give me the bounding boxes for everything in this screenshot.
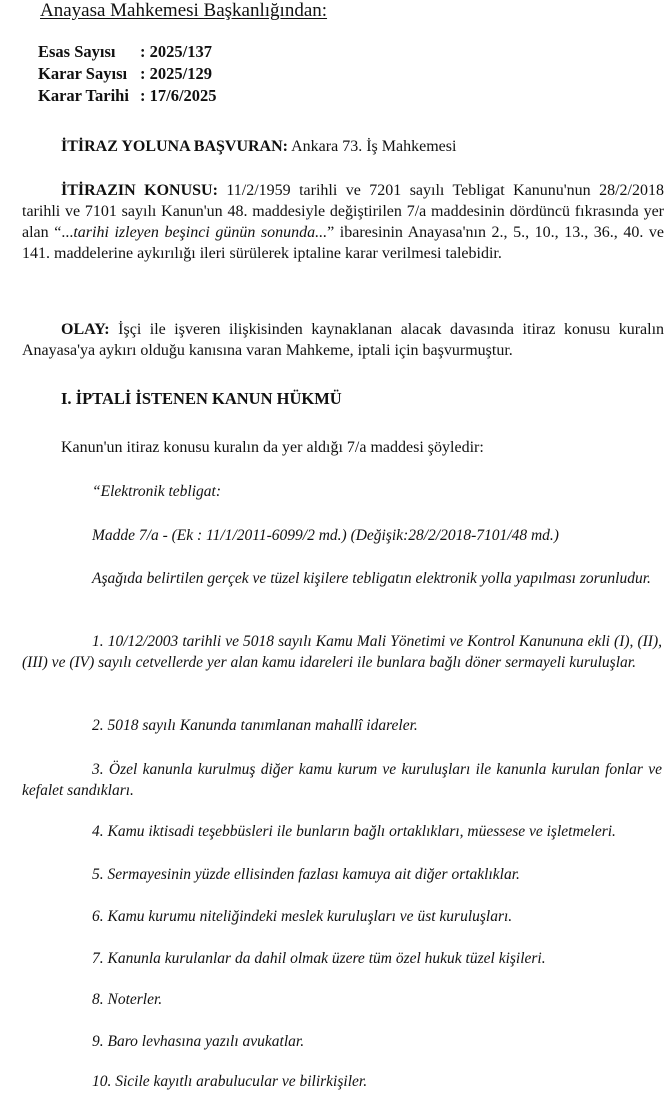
applicant-text: Ankara 73. İş Mahkemesi	[291, 138, 457, 155]
law-item-5: 5. Sermayesinin yüzde ellisinden fazlası kamuya ait diğer ortaklıklar.	[92, 866, 520, 883]
law-preamble	[22, 568, 662, 589]
subject-text: 11/2/1959 tarihli ve 7201 sayılı Tebligat Kanunu'nun 28/2/2018 tarihli ve 7101 sayılı Kanun'un 48. maddesiyle değiştirilen 7/a maddesinin dördüncü fıkrasında yer alan “...	[22, 182, 665, 241]
case-number-value: : 2025/137	[140, 42, 212, 61]
event-paragraph	[22, 319, 664, 361]
law-item-1	[22, 631, 662, 673]
law-item-text: 1. 10/12/2003 tarihli ve 5018 sayılı Kamu Mali Yönetimi ve Kontrol Kanununa ekli (I), (II), (III) ve (IV) sayılı cetvellerde yer alan kamu idareleri ile bunlara bağlı döner sermayeli kuruluşlar.	[22, 633, 662, 671]
law-item-8: 8. Noterler.	[92, 991, 163, 1008]
law-item-2: 2. 5018 sayılı Kanunda tanımlanan mahallî idareler.	[92, 717, 418, 734]
applicant-line	[61, 138, 456, 156]
law-preamble-text: Aşağıda belirtilen gerçek ve tüzel kişilere tebligatın elektronik yolla yapılması zorunludur.	[92, 570, 651, 587]
law-item-7: 7. Kanunla kurulanlar da dahil olmak üzere tüm özel hukuk tüzel kişileri.	[92, 950, 546, 967]
issuer-heading: Anayasa Mahkemesi Başkanlığından:	[40, 0, 328, 21]
law-item-6: 6. Kamu kurumu niteliğindeki meslek kuruluşları ve üst kuruluşları.	[92, 908, 513, 925]
subject-paragraph	[22, 180, 664, 264]
event-text: İşçi ile işveren ilişkisinden kaynaklanan alacak davasında itiraz konusu kuralın Anayasa'ya aykırı olduğu kanısına varan Mahkeme, iptali için başvurmuştur.	[22, 321, 665, 359]
subject-quote: tarihi izleyen beşinci günün sonunda...	[73, 224, 328, 241]
decision-number-value: : 2025/129	[140, 64, 212, 83]
decision-date-value: : 17/6/2025	[140, 86, 217, 105]
case-number-line	[38, 42, 212, 62]
decision-number-label: Karar Sayısı	[38, 64, 128, 83]
law-article: Madde 7/a - (Ek : 11/1/2011-6099/2 md.) (Değişik:28/2/2018-7101/48 md.)	[92, 527, 559, 544]
law-item-10: 10. Sicile kayıtlı arabulucular ve bilirkişiler.	[92, 1073, 368, 1090]
intro-line: Kanun'un itiraz konusu kuralın da yer aldığı 7/a maddesi şöyledir:	[61, 439, 484, 456]
decision-date-label: Karar Tarihi	[38, 86, 129, 105]
law-title: “Elektronik tebligat:	[92, 483, 221, 500]
event-label: OLAY:	[61, 321, 110, 338]
law-item-4: 4. Kamu iktisadi teşebbüsleri ile bunların bağlı ortaklıkları, müessese ve işletmeleri.	[92, 823, 616, 840]
applicant-label: İTİRAZ YOLUNA BAŞVURAN:	[61, 138, 288, 155]
case-number-label: Esas Sayısı	[38, 42, 116, 61]
law-item-3	[22, 759, 662, 801]
subject-text-end: ” ibaresinin Anayasa'nın 2., 5., 10., 13., 36., 40. ve 141. maddelerine aykırılığı ileri sürülerek iptaline karar verilmesi talebidir.	[22, 224, 665, 262]
law-item-9: 9. Baro levhasına yazılı avukatlar.	[92, 1033, 305, 1050]
law-item-text: 3. Özel kanunla kurulmuş diğer kamu kurum ve kuruluşları ile kanunla kurulan fonlar ve kefalet sandıkları.	[22, 761, 662, 799]
decision-number-line	[38, 64, 212, 84]
subject-label: İTİRAZIN KONUSU:	[61, 182, 218, 199]
section-heading: I. İPTALİ İSTENEN KANUN HÜKMÜ	[61, 389, 342, 408]
decision-date-line	[38, 86, 217, 106]
